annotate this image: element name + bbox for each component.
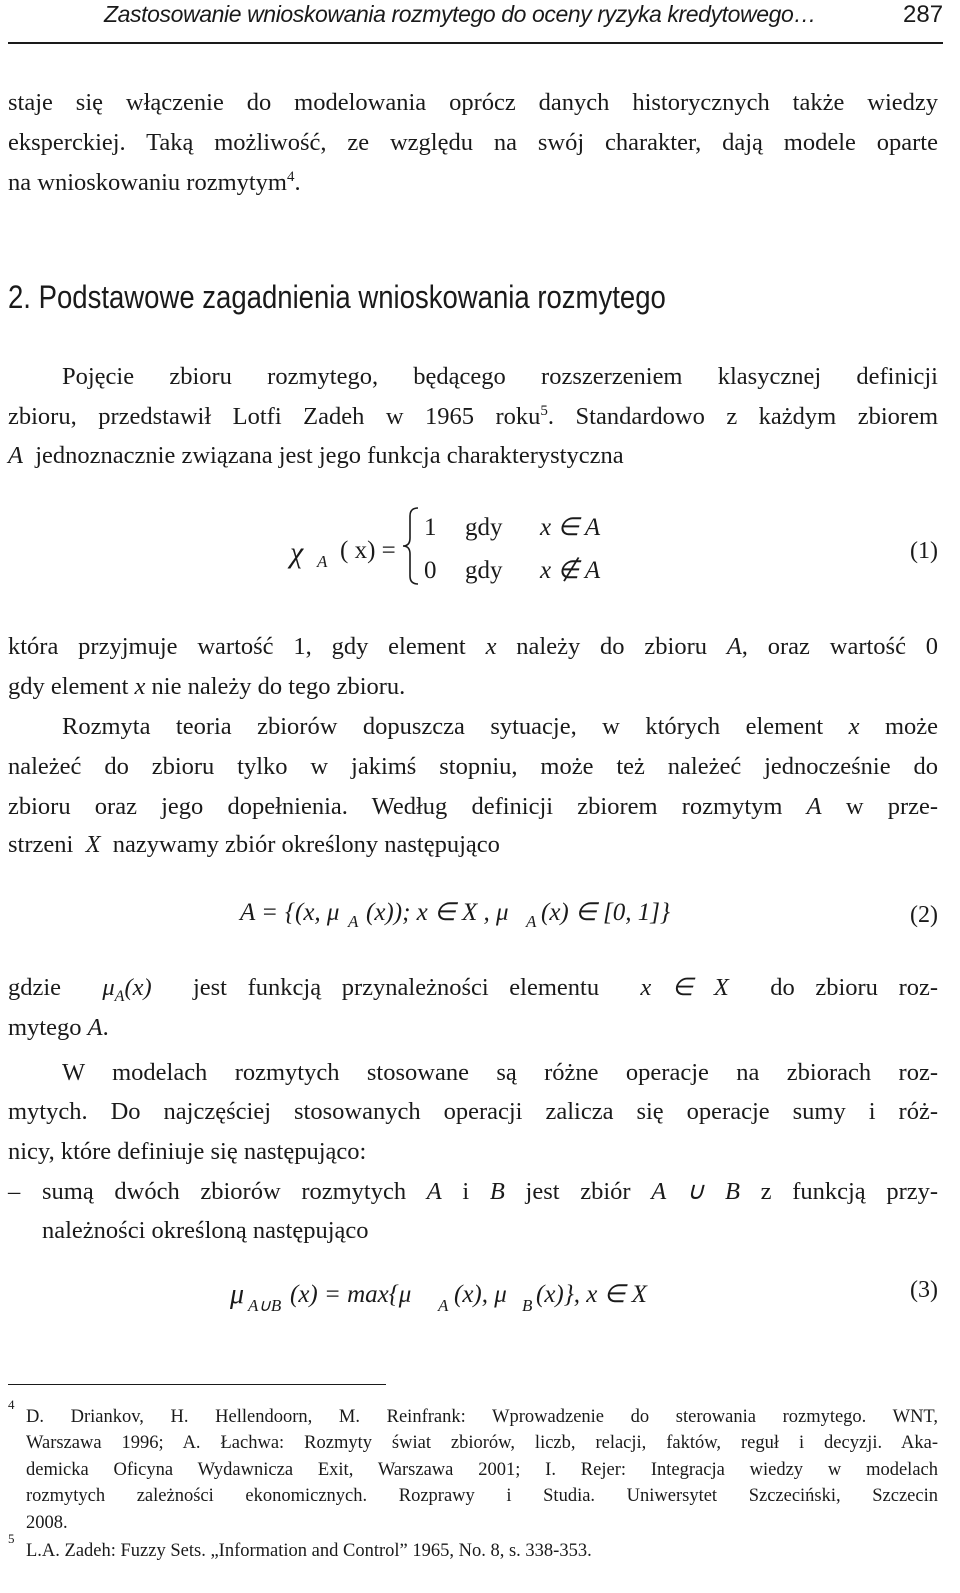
chi-argument: ( x) = xyxy=(340,537,396,564)
case2-value: 0 xyxy=(424,557,437,584)
paragraph-line: która przyjmuje wartość 1, gdy element x należy do zbioru A, oraz wartość 0 xyxy=(8,633,939,660)
cases-brace xyxy=(400,506,422,586)
case2-condition: x ∉ A xyxy=(540,557,601,584)
intro-line: staje się włączenie do modelowania oprócz danych historycznych także wiedzy xyxy=(8,89,938,116)
paragraph-line: mytego A. xyxy=(8,1014,109,1041)
running-title: Zastosowanie wnioskowania rozmytego do oceny ryzyka kredytowego… xyxy=(104,1,817,27)
paragraph-line: mytych. Do najczęściej stosowanych operacji zalicza się operacje sumy i róż- xyxy=(8,1098,938,1125)
eq3-end: (x)}, x ∈ X xyxy=(536,1281,647,1308)
eq3-subscript: A xyxy=(438,1296,449,1315)
page-number: 287 xyxy=(903,1,944,28)
bullet-dash: – xyxy=(8,1178,21,1205)
section-heading: 2. Podstawowe zagadnienia wnioskowania rozmytego xyxy=(8,279,666,315)
equation-number: (2) xyxy=(910,902,938,928)
eq3-body: (x) = max{μ xyxy=(290,1281,412,1308)
paragraph-line: zbioru oraz jego dopełnienia. Według definicji zbiorem rozmytym A w prze- xyxy=(8,793,939,820)
eq2-subscript: A xyxy=(526,912,537,931)
paragraph-line: W modelach rozmytych stosowane są różne operacje na zbiorach roz- xyxy=(62,1059,938,1086)
paragraph-line: gdzie $\mu_A(x)$ jest funkcją przynależności elementu x ∈ X do zbioru roz- xyxy=(8,974,939,1005)
footnote-line: 2008. xyxy=(26,1513,68,1533)
paragraph-line: strzeni X nazywamy zbiór określony następująco xyxy=(8,831,500,858)
eq3-mu: μ xyxy=(230,1279,245,1310)
eq2-end: (x) ∈ [0, 1]} xyxy=(541,899,670,926)
chi-subscript: A xyxy=(317,552,328,571)
intro-line: eksperckiej. Taką możliwość, ze względu na swój charakter, dają modele oparte xyxy=(8,129,938,156)
footnote-mark: 4 xyxy=(8,1397,15,1412)
bullet-line: należności określoną następująco xyxy=(42,1217,369,1244)
paragraph-line: gdy element x nie należy do tego zbioru. xyxy=(8,673,406,700)
header-rule xyxy=(8,42,943,44)
equation-number: (1) xyxy=(910,538,938,564)
footnote-ref: 4 xyxy=(287,169,295,185)
bullet-line: sumą dwóch zbiorów rozmytych A i B jest zbiór A ∪ B z funkcją przy- xyxy=(42,1178,939,1205)
case2-word: gdy xyxy=(465,557,503,584)
footnote-line: demicka Oficyna Wydawnicza Exit, Warszawa 2001; I. Rejer: Integracja wiedzy w modelach xyxy=(26,1460,938,1480)
paragraph-line: nicy, które definiuje się następująco: xyxy=(8,1138,367,1165)
footnote-mark: 5 xyxy=(8,1531,15,1546)
footnote-line: L.A. Zadeh: Fuzzy Sets. „Information and Control” 1965, No. 8, s. 338-353. xyxy=(26,1541,592,1561)
equation-number: (3) xyxy=(910,1277,938,1303)
case1-word: gdy xyxy=(465,514,503,541)
chi-symbol: χ xyxy=(290,536,304,569)
eq3-subscript: A∪B xyxy=(248,1296,282,1315)
eq2-subscript: A xyxy=(348,912,359,931)
paragraph-line: zbioru, przedstawił Lotfi Zadeh w 1965 roku$^5$. Standardowo z każdym zbiorem xyxy=(8,403,939,430)
footnote-ref: 5 xyxy=(540,403,548,419)
case1-condition: x ∈ A xyxy=(540,514,601,541)
eq2-middle: (x)); x ∈ X , μ xyxy=(366,899,509,926)
paragraph-line: Rozmyta teoria zbiorów dopuszcza sytuacje, w których element x może xyxy=(62,713,939,740)
eq2-lhs: A = xyxy=(240,899,278,926)
paragraph-line: A jednoznacznie związana jest jego funkcja charakterystyczna xyxy=(8,442,624,469)
footnote-rule xyxy=(8,1384,386,1385)
paragraph-line: należeć do zbioru tylko w jakimś stopniu, może też należeć jednocześnie do xyxy=(8,753,938,780)
footnote-line: rozmytych zależności ekonomicznych. Rozprawy i Studia. Uniwersytet Szczeciński, Szczecin xyxy=(26,1486,938,1506)
footnote-line: Warszawa 1996; A. Łachwa: Rozmyty świat zbiorów, liczb, relacji, faktów, reguł i decyzji. Aka- xyxy=(26,1433,938,1453)
paragraph-line: Pojęcie zbioru rozmytego, będącego rozszerzeniem klasycznej definicji xyxy=(62,363,938,390)
eq3-middle: (x), μ xyxy=(454,1281,507,1308)
intro-line: na wnioskowaniu rozmytym$^4$. xyxy=(8,169,301,196)
eq2-open: {(x, μ xyxy=(285,899,340,926)
eq3-subscript: B xyxy=(522,1296,533,1315)
footnote-line: D. Driankov, H. Hellendoorn, M. Reinfrank: Wprowadzenie do sterowania rozmytego. WNT, xyxy=(26,1407,938,1427)
case1-value: 1 xyxy=(424,514,437,541)
